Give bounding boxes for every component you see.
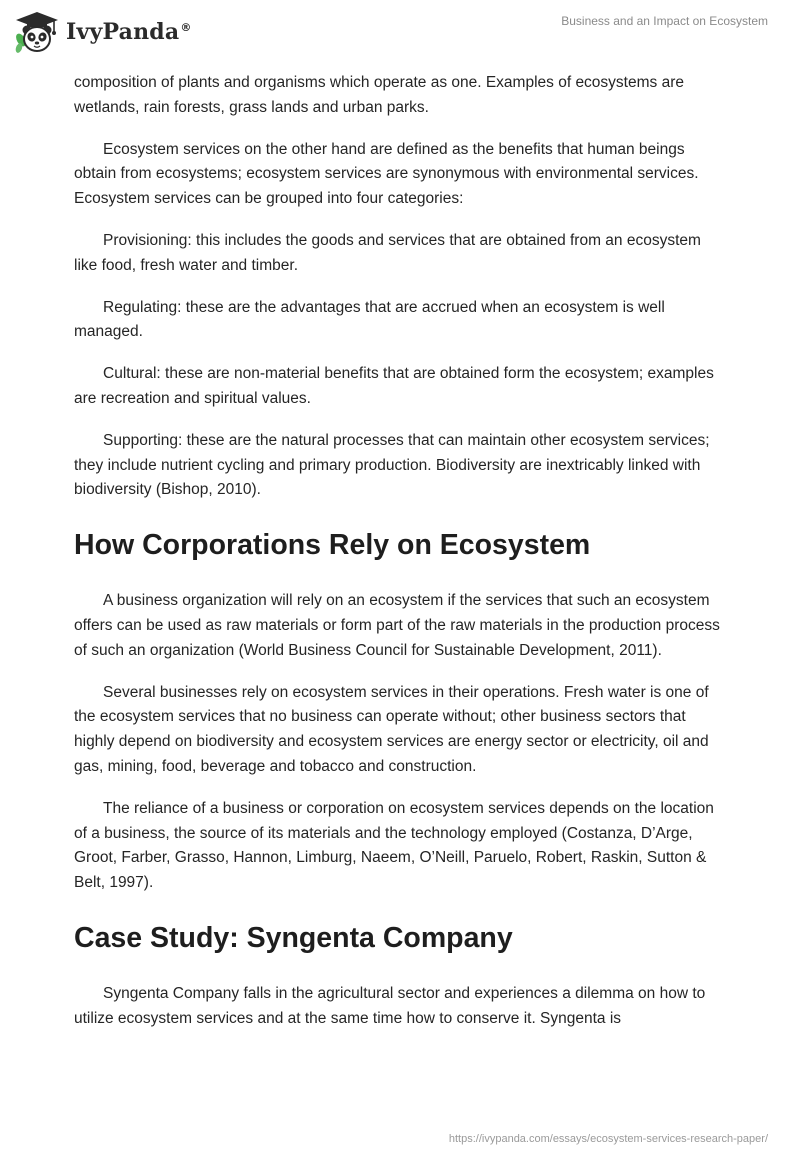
ivypanda-logo[interactable] (14, 8, 192, 56)
paragraph: composition of plants and organisms which operate as one. Examples of ecosystems are wetlands, rain forests, grass lands and urban parks. (74, 74, 684, 116)
document-title: Business and an Impact on Ecosystem (561, 14, 768, 28)
section-heading: How Corporations Rely on Ecosystem (74, 529, 591, 562)
panda-mascot-icon (14, 10, 60, 54)
registered-mark: ® (180, 20, 192, 34)
paragraph: A business organization will rely on an ecosystem if the services that such an ecosystem offers can be used as raw materials or form part of the raw materials in the production process of such an organization (World Business Council for Sustainable Development, 2011). (74, 592, 720, 659)
paragraph: Regulating: these are the advantages that are accrued when an ecosystem is well managed. (74, 298, 665, 341)
paragraph: Cultural: these are non-material benefits that are obtained form the ecosystem; examples are recreation and spiritual values. (74, 365, 714, 407)
paragraph: The reliance of a business or corporation on ecosystem services depends on the location of a business, the source of its materials and the technology employed (Costanza, D’Arge, Groot, Farber, Grasso, Hannon, Limburg, Naeem, O’Neill, Paruelo, Robert, Raskin, Sutton & Belt, 1997). (74, 799, 714, 892)
page-header (0, 0, 800, 60)
paragraph: Supporting: these are the natural processes that can maintain other ecosystem services; they include nutrient cycling and primary production. Biodiversity are inextricably linked with biodiversity (Bishop, 2010). (74, 431, 710, 499)
paragraph: Ecosystem services on the other hand are defined as the benefits that human beings obtain from ecosystems; ecosystem services are synonymous with environmental services. Ecosystem services can be grouped into four categories: (74, 140, 699, 208)
essay-body (74, 71, 724, 1049)
section-heading: Case Study: Syngenta Company (74, 921, 513, 954)
brand-name: IvyPanda® (66, 19, 192, 45)
paragraph: Provisioning: this includes the goods and services that are obtained from an ecosystem like food, fresh water and timber. (74, 231, 701, 274)
paragraph: Several businesses rely on ecosystem services in their operations. Fresh water is one of the ecosystem services that no business can operate without; other business sectors that highly depend on biodiversity and ecosystem services are energy sector or electricity, oil and gas, mining, food, beverage and tobacco and construction. (74, 683, 709, 775)
paragraph: Syngenta Company falls in the agricultural sector and experiences a dilemma on how to utilize ecosystem services and at the same time how to conserve it. Syngenta is (74, 984, 706, 1027)
source-url[interactable]: https://ivypanda.com/essays/ecosystem-services-research-paper/ (448, 1133, 768, 1145)
